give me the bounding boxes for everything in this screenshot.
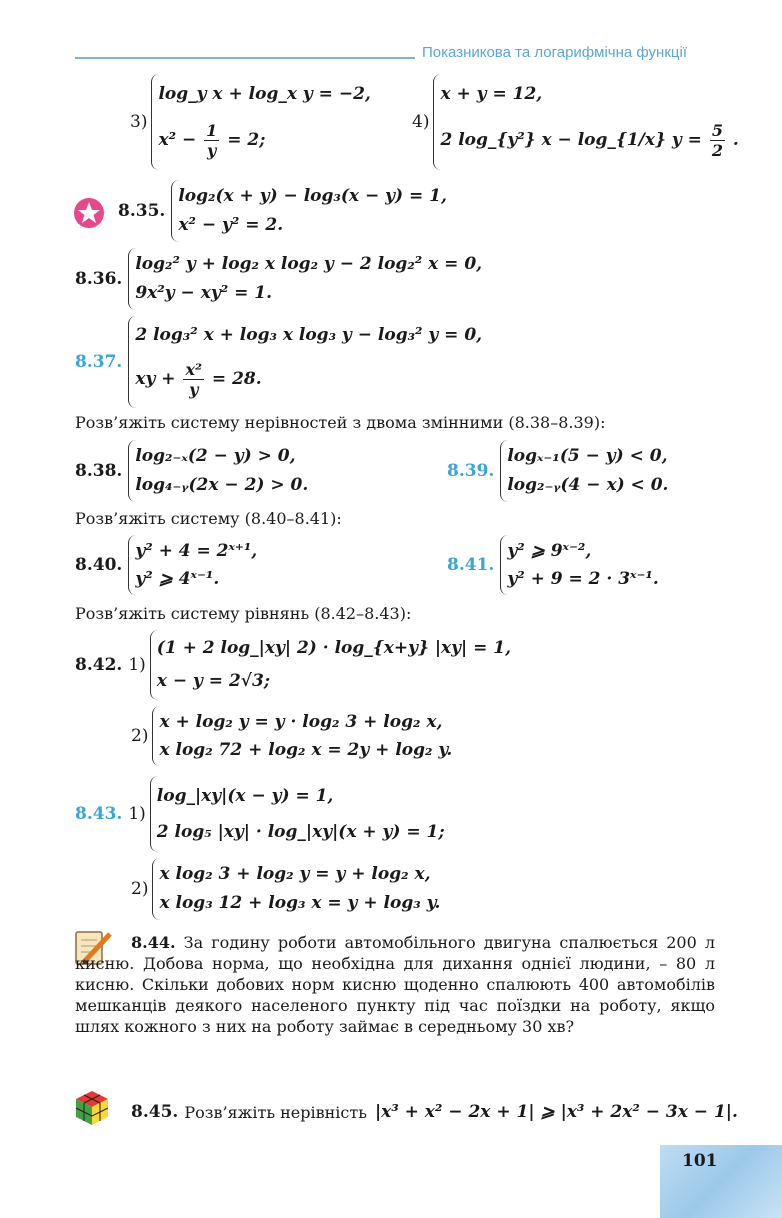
equation: logₓ₋₁(5 − y) < 0, [507,446,668,467]
equation: 2 log₅ |xy| · log_|xy|(x + y) = 1; [156,821,445,842]
equation: (1 + 2 log_|xy| 2) · log_{x+y} |xy| = 1, [156,638,512,659]
equation: 2 log_{y²} x − log_{1/x} y = $\frac{5}{2}$ . [440,120,739,160]
page-number-badge [660,1145,782,1218]
exercise-8-36 [75,248,482,310]
equation: |x³ + x² − 2x + 1| ⩾ |x³ + 2x² − 3x − 1|. [374,1102,738,1122]
fraction: $\frac{\text{x²}}{y}$ [185,359,202,399]
equation: y² + 9 = 2 · 3ˣ⁻¹. [507,568,659,589]
system-4 [412,74,739,170]
system-brace [150,776,445,852]
item-label: 1) [128,804,146,824]
exercise-8-45 [131,1100,738,1124]
equation: 2 log₃² x + log₃ x log₃ y − log₃² y = 0, [135,325,483,346]
exercise-8-42-1 [75,630,511,700]
system-brace [171,180,447,242]
exercise-8-39 [447,440,668,502]
equation: x − y = 2√3; [156,671,271,692]
equation: x² − $\frac{1}{y}$ = 2; [158,120,266,160]
star-icon [72,196,106,230]
exercise-number: 8.40. [75,555,123,575]
equation: log₄₋ᵧ(2x − 2) > 0. [135,475,309,496]
equation: x + log₂ y = y · log₂ 3 + log₂ x, [159,711,443,732]
exercise-number: 8.38. [75,461,123,481]
exercise-8-41 [447,535,659,595]
equation: log₂² y + log₂ x log₂ y − 2 log₂² x = 0, [135,254,483,275]
fraction: $\frac{1}{y}$ [206,120,218,160]
equation: y² ⩾ 9ˣ⁻², [507,540,592,561]
equation: log₂₋ᵧ(4 − x) < 0. [507,475,669,496]
exercise-number: 8.45. [131,1102,179,1123]
equation: xy + $\frac{\text{x²}}{y}$ = 28. [135,359,262,399]
system-3 [130,74,371,170]
exercise-8-35 [118,180,447,242]
exercise-8-43-2 [131,858,440,920]
header-title: Показникова та логарифмічна функції [422,44,687,61]
instruction: Розв’яжіть систему нерівностей з двома змінними (8.38–8.39): [75,413,606,432]
equation: x + y = 12, [440,84,543,105]
item-label: 2) [131,726,149,746]
system-brace [152,706,452,766]
exercise-8-38 [75,440,308,502]
rubik-cube-icon [72,1088,112,1128]
exercise-number: 8.36. [75,269,123,289]
exercise-number: 8.35. [118,201,166,221]
equation: x log₃ 12 + log₃ x = y + log₃ y. [159,893,441,914]
system-brace [500,535,658,595]
exercise-number: 8.44. [131,933,176,952]
exercise-8-43-1 [75,776,445,852]
instruction: Розв’яжіть систему рівнянь (8.42–8.43): [75,604,412,623]
system-brace [128,535,257,595]
equation: x log₂ 72 + log₂ x = 2y + log₂ y. [159,739,453,760]
system-brace [128,248,482,310]
exercise-number: 8.42. [75,655,123,675]
exercise-text: Розв’яжіть нерівність [184,1102,367,1122]
equation: log_y x + log_x y = −2, [158,84,371,105]
exercise-number: 8.41. [447,555,495,575]
page-number: 101 [682,1151,718,1171]
equation: log₂₋ₓ(2 − y) > 0, [135,446,296,467]
system-brace [152,858,440,920]
equation: log_|xy|(x − y) = 1, [156,785,334,806]
equation: x log₂ 3 + log₂ y = y + log₂ x, [159,864,431,885]
equation: 9x²y − xy² = 1. [135,283,272,304]
system-brace [150,630,511,700]
exercise-8-37 [75,316,482,408]
item-label: 3) [130,112,148,132]
equation: log₂(x + y) − log₃(x − y) = 1, [178,186,447,207]
equation: y² + 4 = 2ˣ⁺¹, [135,540,258,561]
item-label: 4) [412,112,430,132]
system-brace [128,316,482,408]
exercise-number: 8.43. [75,804,123,824]
instruction: Розв’яжіть систему (8.40–8.41): [75,509,342,528]
exercise-8-40 [75,535,257,595]
header-rule [75,57,415,59]
fraction: $\frac{5}{2}$ [711,120,723,160]
system-brace [500,440,668,502]
exercise-8-44 [75,932,715,1037]
item-label: 1) [128,655,146,675]
exercise-8-42-2 [131,706,452,766]
equation: x² − y² = 2. [178,215,284,236]
exercise-text: За годину роботи автомобільного двигуна спалюється 200 л кисню. Добова норма, що необхідна для дихання однієї людини, – 80 л кисню. Скільки добових норм кисню щоденно спалюють 400 автомобілів мешканців деякого населеного пункту під час поїздки на роботу, якщо шлях кожного з них на роботу займає в середньому 30 хв? [75,933,715,1036]
system-brace [128,440,308,502]
equation: y² ⩾ 4ˣ⁻¹. [135,568,220,589]
item-label: 2) [131,879,149,899]
exercise-number: 8.39. [447,461,495,481]
system-brace [151,74,370,170]
exercise-number: 8.37. [75,352,123,372]
system-brace [433,74,738,170]
